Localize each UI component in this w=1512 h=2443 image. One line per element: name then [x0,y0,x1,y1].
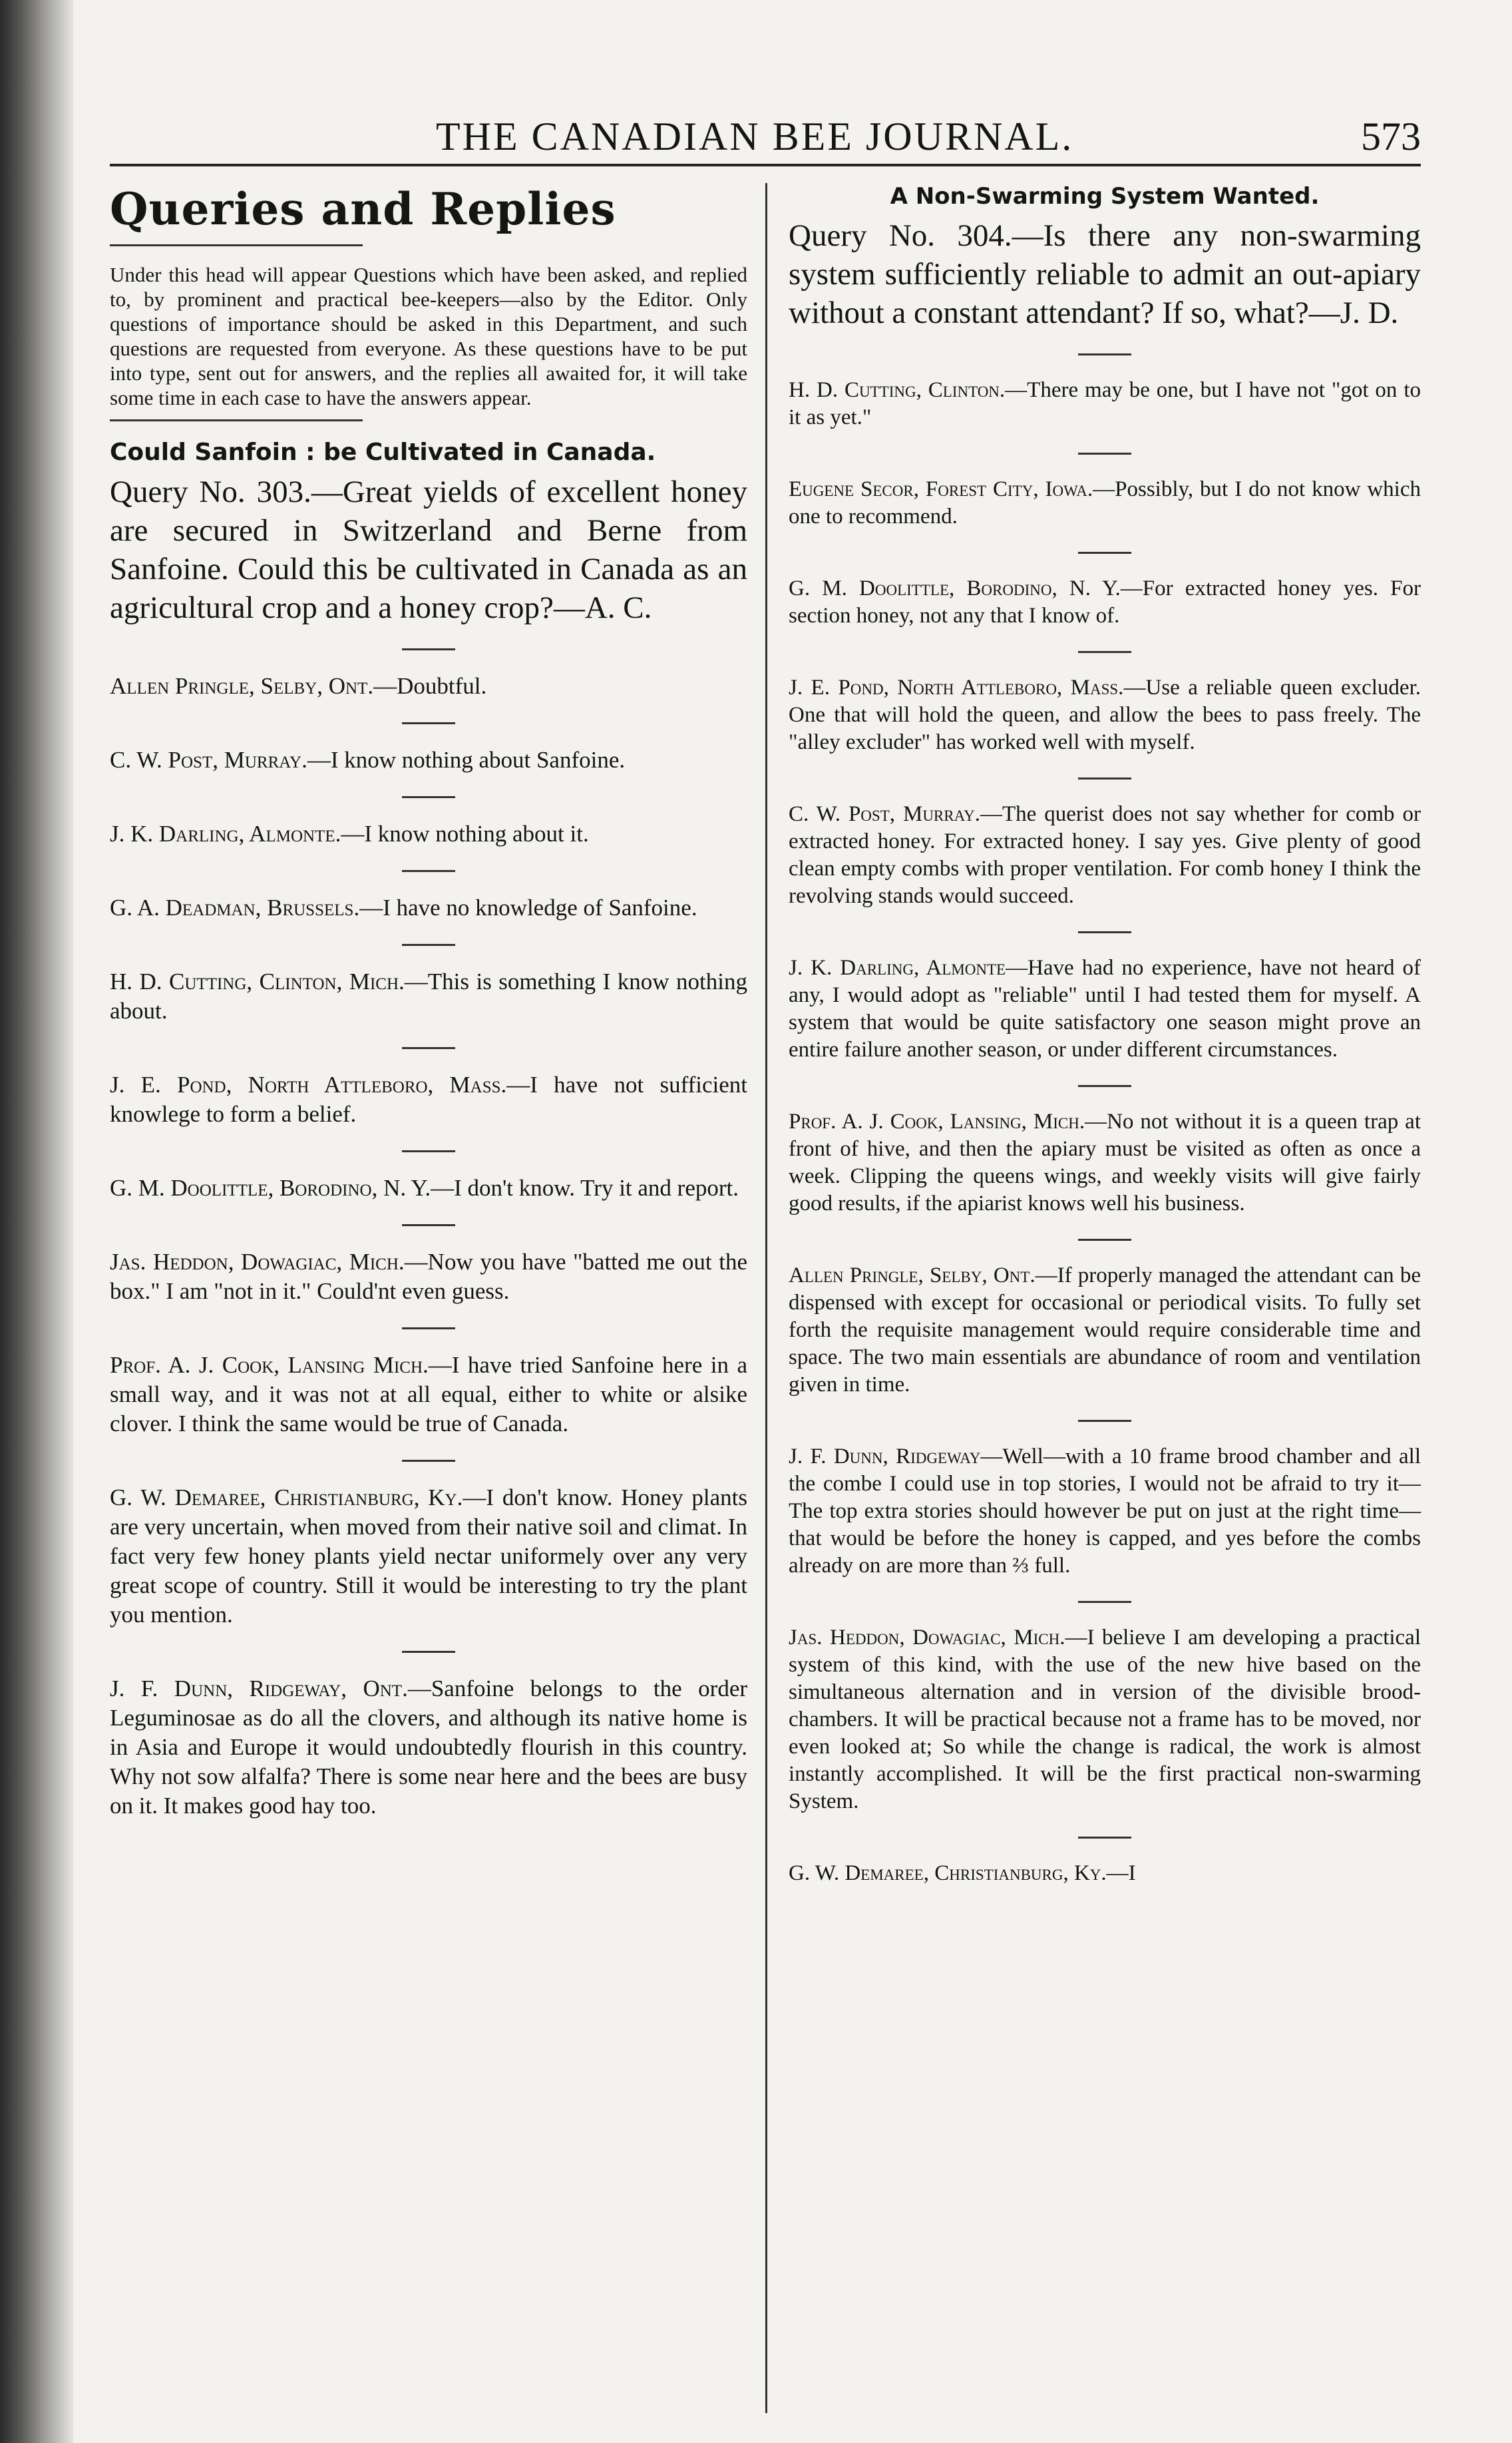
reply-entry [789,1624,1421,1815]
reply-author: C. W. Post, Murray. [110,747,307,773]
reply-text: —I have tried Sanfoine here in a small way, and it was not at all equal, either to white or alsike clover. I think the same would be true of Canada. [110,1352,747,1437]
reply-text: —Possibly, but I do not know which one to recommend. [789,477,1421,529]
reply-author: Jas. Heddon, Dowagiac, Mich. [789,1626,1065,1650]
reply-text: —I know nothing about it. [341,821,589,847]
reply-author: G. M. Doolittle, Borodino, N. Y. [789,576,1121,600]
reply-text: —Now you have "batted me out the box." I am "not in it." Could'nt even guess. [110,1249,747,1304]
reply-author: J. K. Darling, Almonte [789,956,1006,980]
reply-author: G. M. Doolittle, Borodino, N. Y. [110,1175,431,1201]
separator [402,1651,455,1653]
separator [1078,1085,1131,1087]
reply-text: —Doubtful. [373,673,487,699]
reply-author: J. F. Dunn, Ridgeway [789,1444,981,1468]
separator [1078,453,1131,455]
reply-entry [789,674,1421,756]
reply-author: G. W. Demaree, Christianburg, Ky. [110,1484,463,1510]
separator [1078,931,1131,933]
reply-entry [110,967,747,1026]
left-column [110,183,747,1821]
title-rule [110,244,363,246]
page-number: 573 [1361,114,1421,158]
journal-title: THE CANADIAN BEE JOURNAL. [436,114,1074,158]
reply-text: —Use a reliable queen excluder. One that will hold the queen, and allow the bees to pass freely. The "alley excluder" has worked well with myself. [789,676,1421,754]
reply-text: —There may be one, but I have not "got on to it as yet." [789,378,1421,429]
reply-entry [110,672,747,701]
reply-author: Eugene Secor, Forest City, Iowa. [789,477,1093,501]
reply-entry [110,746,747,775]
reply-text: —I have not sufficient knowlege to form a belief. [110,1072,747,1127]
separator [1078,1420,1131,1422]
reply-entry [110,819,747,849]
separator [1078,1837,1131,1839]
reply-text: —This is something I know nothing about. [110,969,747,1024]
separator [1078,1239,1131,1241]
reply-author: J. E. Pond, North Attleboro, Mass. [110,1072,507,1098]
reply-entry [110,1483,747,1630]
reply-author: H. D. Cutting, Clinton. [789,378,1006,402]
reply-entry [789,1108,1421,1218]
reply-entry [110,1351,747,1439]
query-303-heading: Could Sanfoin : be Cultivated in Canada. [110,439,656,466]
header-rule [110,164,1421,166]
separator [1078,552,1131,554]
reply-text: —I don't know. Try it and report. [431,1175,739,1201]
reply-author: G. W. Demaree, Christianburg, Ky. [789,1861,1107,1885]
reply-text: —Sanfoine belongs to the order Leguminosae as do all the clovers, and although its native home is in Asia and Europe it would undoubtedly flourish in this country. Why not sow alfalfa? There is some near here and the bees are busy on it. It makes good hay too. [110,1675,748,1819]
continued-reply [789,1860,1421,1887]
reply-text: —I know nothing about Sanfoine. [307,747,626,773]
query-304-heading: A Non-Swarming System Wanted. [890,183,1320,210]
separator [402,1047,455,1049]
reply-author: Allen Pringle, Selby, Ont. [789,1263,1036,1287]
reply-author: J. K. Darling, Almonte. [110,821,341,847]
separator [1078,1601,1131,1603]
reply-text: —For extracted honey yes. For section honey, not any that I know of. [789,576,1421,628]
query-304-text: Query No. 304.—Is there any non-swarming system sufficiently reliable to admit an out-apiary without a constant attendant? If so, what?—J. D. [789,218,1421,330]
separator [402,1460,455,1462]
reply-text: —The querist does not say whether for comb or extracted honey. For extracted honey. I say yes. Give plenty of good clean empty combs with proper ventilation. For comb honey I think the revolving stands would succeed. [789,802,1421,908]
reply-author: J. E. Pond, North Attleboro, Mass. [789,676,1124,700]
reply-entry [789,1262,1421,1399]
reply-text: —I believe I am developing a practical system of this kind, with the use of the new hive based on the simultaneous alternation and in version of the divisible brood-chambers. It will be practical because not a frame has to be moved, nor even looked at; So while the change is radical, the work is almost instantly accomplished. It will be the first practical non-swarming System. [789,1626,1421,1813]
reply-author: J. F. Dunn, Ridgeway, Ont. [110,1675,408,1701]
reply-author: G. A. Deadman, Brussels. [110,895,360,921]
separator [402,648,455,650]
reply-text: —I don't know. Honey plants are very uncertain, when moved from their native soil and climat. In fact very few honey plants yield nectar uniformely over any very great scope of country. Still it would be interesting to try the plant you mention. [110,1484,748,1628]
separator [402,722,455,724]
reply-entry [789,1443,1421,1580]
reply-text: —I have no knowledge of Sanfoine. [359,895,697,921]
reply-entry [789,801,1421,910]
reply-entry [789,377,1421,431]
separator [1078,353,1131,355]
reply-author: Prof. A. J. Cook, Lansing, Mich. [789,1110,1085,1134]
reply-entry [110,1070,747,1129]
page-binding-shadow [0,0,73,2443]
reply-entry [789,575,1421,630]
reply-author: Allen Pringle, Selby, Ont. [110,673,374,699]
reply-author: H. D. Cutting, Clinton, Mich. [110,969,405,995]
separator [1078,651,1131,653]
separator [1078,777,1131,779]
query-303-text: Query No. 303.—Great yields of excellent honey are secured in Switzerland and Berne from Sanfoine. Could this be cultivated in Canada as an agricultural crop and a honey crop?—A. C. [110,475,747,625]
reply-entry [110,893,747,923]
right-column [789,183,1421,1887]
separator [402,1150,455,1152]
reply-entry [110,1674,747,1821]
intro-rule [110,419,363,421]
reply-entry [789,955,1421,1064]
section-title: Queries and Replies [110,183,616,235]
reply-author: C. W. Post, Murray. [789,802,980,826]
page-header [110,100,1421,160]
reply-author: Jas. Heddon, Dowagiac, Mich. [110,1249,405,1275]
separator [402,1327,455,1329]
reply-text: —If properly managed the attendant can be dispensed with except for occasional or periodical visits. To fully set forth the requisite management would require considerable time and space. The two main essentials are abundance of room and ventilation given in time. [789,1263,1421,1397]
reply-text: —Have had no experience, have not heard of any, I would adopt as "reliable" until I had tested them for myself. A system that would be quite satisfactory one season might prove an entire failure another season, or under different circumstances. [789,956,1421,1062]
reply-entry [110,1247,747,1306]
reply-entry [789,476,1421,531]
separator [402,796,455,798]
separator [402,1224,455,1226]
reply-text: —I [1106,1861,1136,1885]
separator [402,870,455,872]
reply-text: —Well—with a 10 frame brood chamber and all the combe I could use in top stories, I would not be afraid to try it—The top extra stories should however be put on just at the right time—that would be before the honey is capped, and yes before the combs already on are more than ⅔ full. [789,1444,1421,1578]
reply-entry [110,1174,747,1203]
section-intro: Under this head will appear Questions which have been asked, and replied to, by prominent and practical bee-keepers—also by the Editor. Only questions of importance should be asked in this Department, and such questions are requested from everyone. As these questions have to be put into type, sent out for answers, and the replies all awaited for, it will take some time in each case to have the answers appear. [110,263,747,409]
column-divider [765,183,767,2413]
separator [402,944,455,946]
reply-author: Prof. A. J. Cook, Lansing Mich. [110,1352,429,1378]
reply-text: —No not without it is a queen trap at front of hive, and then the apiary must be visited as often as once a week. Clipping the queens wings, and weekly visits will give fairly good results, if the apiarist knows well his business. [789,1110,1421,1216]
